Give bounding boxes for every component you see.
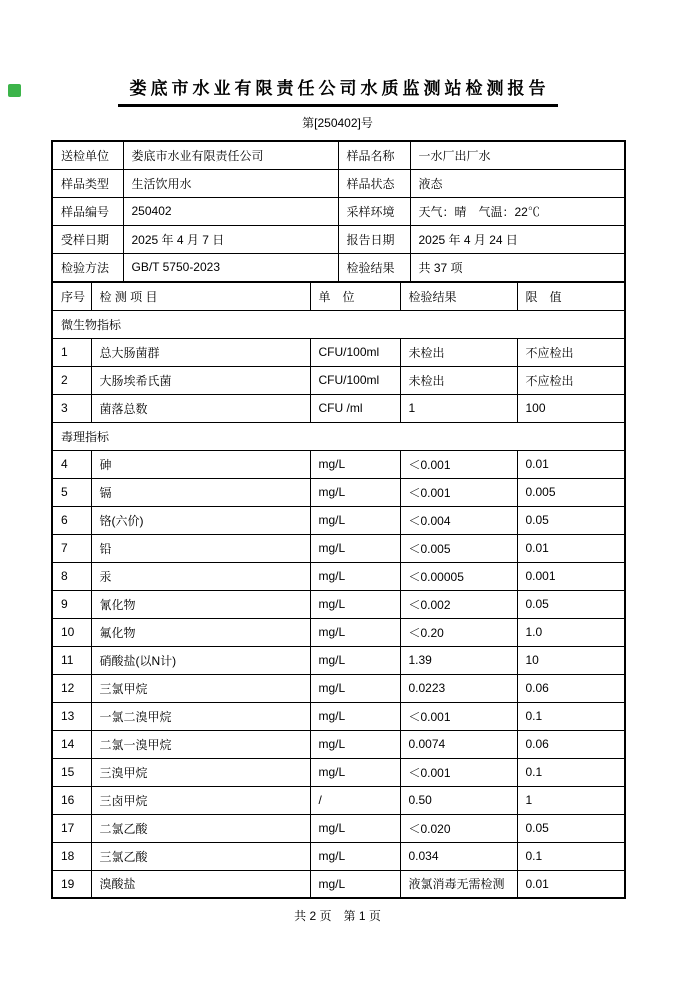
cell-item: 总大肠菌群 (91, 338, 310, 366)
cell-item: 三氯乙酸 (91, 842, 310, 870)
result-row (52, 534, 625, 562)
result-row (52, 506, 625, 534)
cell-result: ＜0.020 (400, 814, 517, 842)
cell-index: 8 (52, 562, 91, 590)
header-cell-limit: 限 值 (517, 282, 625, 310)
info-label: 检验方法 (52, 253, 123, 281)
result-row (52, 590, 625, 618)
report-body (51, 140, 624, 899)
section-row (52, 310, 625, 338)
cell-result: ＜0.001 (400, 702, 517, 730)
cell-unit: mg/L (310, 842, 400, 870)
report-number: 第[250402]号 (302, 116, 373, 130)
cell-limit: 0.05 (517, 506, 625, 534)
info-value: 一水厂出厂水 (410, 141, 625, 169)
cell-item: 二氯乙酸 (91, 814, 310, 842)
report-title (0, 74, 675, 107)
info-label: 受样日期 (52, 225, 123, 253)
cell-item: 溴酸盐 (91, 870, 310, 898)
info-value: 2025 年 4 月 7 日 (123, 225, 338, 253)
cell-item: 三氯甲烷 (91, 674, 310, 702)
cell-unit: mg/L (310, 534, 400, 562)
header-cell-item: 检 测 项 目 (91, 282, 310, 310)
cell-unit: mg/L (310, 478, 400, 506)
header-cell-result: 检验结果 (400, 282, 517, 310)
cell-result: ＜0.20 (400, 618, 517, 646)
cell-unit: mg/L (310, 702, 400, 730)
cell-index: 9 (52, 590, 91, 618)
info-label: 采样环境 (338, 197, 410, 225)
result-row (52, 786, 625, 814)
cell-index: 12 (52, 674, 91, 702)
report-title-text: 娄底市水业有限责任公司水质监测站检测报告 (118, 74, 558, 107)
info-label: 样品编号 (52, 197, 123, 225)
cell-index: 15 (52, 758, 91, 786)
info-label: 样品名称 (338, 141, 410, 169)
cell-limit: 0.1 (517, 758, 625, 786)
cell-item: 二氯一溴甲烷 (91, 730, 310, 758)
cell-result: ＜0.002 (400, 590, 517, 618)
info-value: 2025 年 4 月 24 日 (410, 225, 625, 253)
cell-result: 0.50 (400, 786, 517, 814)
cell-limit: 不应检出 (517, 366, 625, 394)
cell-result: 0.034 (400, 842, 517, 870)
cell-limit: 0.01 (517, 450, 625, 478)
cell-item: 砷 (91, 450, 310, 478)
cell-item: 氟化物 (91, 618, 310, 646)
cell-unit: CFU /ml (310, 394, 400, 422)
cell-unit: mg/L (310, 562, 400, 590)
info-value: 天气：晴 气温：22℃ (410, 197, 625, 225)
results-table (51, 282, 626, 900)
cell-result: 未检出 (400, 338, 517, 366)
section-row (52, 422, 625, 450)
cell-index: 5 (52, 478, 91, 506)
cell-index: 10 (52, 618, 91, 646)
cell-result: ＜0.001 (400, 450, 517, 478)
cell-limit: 0.1 (517, 702, 625, 730)
info-row (52, 225, 625, 253)
cell-limit: 0.01 (517, 534, 625, 562)
green-dot-icon (8, 84, 21, 97)
info-value: 共 37 项 (410, 253, 625, 281)
cell-result: 未检出 (400, 366, 517, 394)
cell-index: 2 (52, 366, 91, 394)
result-row (52, 646, 625, 674)
info-value: GB/T 5750-2023 (123, 253, 338, 281)
result-row (52, 450, 625, 478)
cell-item: 一氯二溴甲烷 (91, 702, 310, 730)
cell-limit: 1 (517, 786, 625, 814)
result-row (52, 394, 625, 422)
cell-result: 1.39 (400, 646, 517, 674)
cell-index: 1 (52, 338, 91, 366)
cell-limit: 10 (517, 646, 625, 674)
result-row (52, 562, 625, 590)
cell-result: 0.0223 (400, 674, 517, 702)
cell-unit: CFU/100ml (310, 366, 400, 394)
result-row (52, 338, 625, 366)
cell-item: 三卤甲烷 (91, 786, 310, 814)
result-row (52, 478, 625, 506)
cell-limit: 0.06 (517, 674, 625, 702)
result-row (52, 730, 625, 758)
cell-unit: mg/L (310, 506, 400, 534)
cell-index: 17 (52, 814, 91, 842)
cell-index: 14 (52, 730, 91, 758)
cell-item: 铅 (91, 534, 310, 562)
result-row (52, 870, 625, 898)
cell-index: 11 (52, 646, 91, 674)
cell-limit: 0.01 (517, 870, 625, 898)
result-row (52, 758, 625, 786)
cell-limit: 0.005 (517, 478, 625, 506)
cell-limit: 0.05 (517, 590, 625, 618)
section-title: 微生物指标 (52, 310, 625, 338)
cell-item: 大肠埃希氏菌 (91, 366, 310, 394)
cell-limit: 1.0 (517, 618, 625, 646)
cell-index: 6 (52, 506, 91, 534)
cell-index: 13 (52, 702, 91, 730)
cell-unit: mg/L (310, 758, 400, 786)
cell-item: 菌落总数 (91, 394, 310, 422)
cell-limit: 0.1 (517, 842, 625, 870)
cell-item: 铬(六价) (91, 506, 310, 534)
info-label: 报告日期 (338, 225, 410, 253)
info-row (52, 141, 625, 169)
cell-unit: mg/L (310, 814, 400, 842)
section-title: 毒理指标 (52, 422, 625, 450)
cell-unit: / (310, 786, 400, 814)
result-row (52, 674, 625, 702)
cell-limit: 不应检出 (517, 338, 625, 366)
cell-result: ＜0.004 (400, 506, 517, 534)
cell-limit: 0.05 (517, 814, 625, 842)
result-row (52, 814, 625, 842)
info-label: 样品状态 (338, 169, 410, 197)
cell-result: ＜0.001 (400, 758, 517, 786)
cell-unit: mg/L (310, 730, 400, 758)
cell-index: 18 (52, 842, 91, 870)
cell-limit: 0.06 (517, 730, 625, 758)
info-value: 液态 (410, 169, 625, 197)
cell-result: 0.0074 (400, 730, 517, 758)
cell-index: 19 (52, 870, 91, 898)
result-row (52, 702, 625, 730)
cell-index: 16 (52, 786, 91, 814)
info-row (52, 253, 625, 281)
cell-unit: mg/L (310, 870, 400, 898)
cell-index: 3 (52, 394, 91, 422)
cell-unit: CFU/100ml (310, 338, 400, 366)
cell-result: ＜0.001 (400, 478, 517, 506)
result-row (52, 618, 625, 646)
cell-result: ＜0.00005 (400, 562, 517, 590)
sample-info-table (51, 140, 626, 282)
header-cell-index: 序号 (52, 282, 91, 310)
info-row (52, 169, 625, 197)
report-page (0, 74, 675, 1000)
info-label: 检验结果 (338, 253, 410, 281)
cell-item: 硝酸盐(以N计) (91, 646, 310, 674)
header-cell-unit: 单 位 (310, 282, 400, 310)
results-header-row (52, 282, 625, 310)
info-value: 娄底市水业有限责任公司 (123, 141, 338, 169)
cell-limit: 0.001 (517, 562, 625, 590)
cell-result: 1 (400, 394, 517, 422)
cell-result: 液氯消毒无需检测 (400, 870, 517, 898)
info-label: 送检单位 (52, 141, 123, 169)
cell-index: 7 (52, 534, 91, 562)
page-footer: 共 2 页 第 1 页 (294, 909, 381, 923)
cell-index: 4 (52, 450, 91, 478)
info-label: 样品类型 (52, 169, 123, 197)
info-value: 生活饮用水 (123, 169, 338, 197)
cell-item: 镉 (91, 478, 310, 506)
cell-result: ＜0.005 (400, 534, 517, 562)
cell-unit: mg/L (310, 450, 400, 478)
info-row (52, 197, 625, 225)
cell-unit: mg/L (310, 674, 400, 702)
cell-limit: 100 (517, 394, 625, 422)
cell-unit: mg/L (310, 590, 400, 618)
cell-unit: mg/L (310, 618, 400, 646)
cell-item: 汞 (91, 562, 310, 590)
cell-item: 氰化物 (91, 590, 310, 618)
info-value: 250402 (123, 197, 338, 225)
cell-item: 三溴甲烷 (91, 758, 310, 786)
result-row (52, 366, 625, 394)
result-row (52, 842, 625, 870)
cell-unit: mg/L (310, 646, 400, 674)
